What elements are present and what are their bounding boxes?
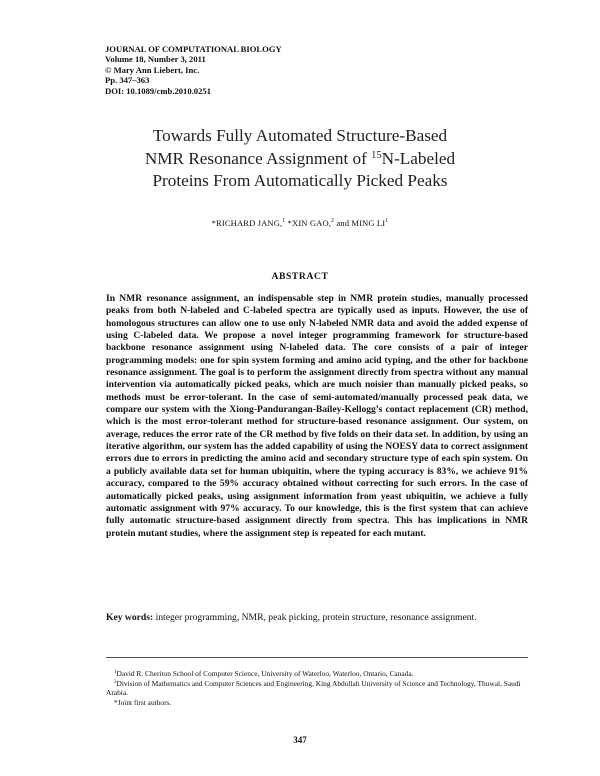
author-2: *XIN GAO, [287,218,332,228]
footnote-2-text: Division of Mathematics and Computer Sciences and Engineering, King Abdullah University of Science and Technology, Thuwal, Saudi Arabia. [106,678,521,698]
title-line-3: Proteins From Automatically Picked Peaks [152,171,448,190]
footnotes [106,669,528,708]
keywords-text: integer programming, NMR, peak picking, protein structure, resonance assignment. [153,612,477,623]
footnote-1 [106,669,528,679]
journal-name: JOURNAL OF COMPUTATIONAL BIOLOGY [105,44,282,54]
keywords [106,612,528,624]
title-isotope-superscript: 15 [371,149,382,161]
author-3-affiliation: 1 [385,218,389,224]
title-line-2 [60,148,540,171]
author-3: MING LI [351,218,386,228]
footnote-1-mark: 1 [114,670,117,675]
title-line-2-pre: NMR Resonance Assignment of [144,148,372,168]
author-2-affiliation: 2 [331,218,335,224]
page-number: 347 [293,735,307,745]
footnote-1-text: David R. Cheriton School of Computer Science, University of Waterloo, Waterloo, Ontario, Canada. [116,669,414,678]
journal-doi: DOI: 10.1089/cmb.2010.0251 [105,85,211,96]
author-list [60,218,540,228]
footnote-2 [106,679,528,698]
journal-volume: Volume 18, Number 3, 2011 [105,54,206,65]
journal-header [105,44,282,96]
title-line-2-post: N-Labeled [381,148,456,168]
author-1-affiliation: 1 [282,218,286,224]
journal-copyright: © Mary Ann Liebert, Inc. [105,64,200,75]
title-line-1: Towards Fully Automated Structure-Based [152,126,448,145]
abstract-body: In NMR resonance assignment, an indispensable step in NMR protein studies, manually processed peaks from both N-labeled and C-labeled spectra are typically used as inputs. However, the use of homologous structures can allow one to use only N-labeled NMR data and avoid the added expense of using C-labeled data. We propose a novel integer programming framework for structure-based backbone resonance assignment using N-labeled data. The core consists of a pair of integer programming models: one for spin system forming and amino acid typing, and the other for backbone resonance assignment. The goal is to perform the assignment directly from spectra without any manual intervention via automatically picked peaks, which are much noisier than manually picked peaks, so methods must be error-tolerant. In the case of semi-automated/manually processed peak data, we compare our system with the Xiong-Pandurangan-Bailey-Kellogg’s contact replacement (CR) method, which is the most error-tolerant method for structure-based resonance assignment. Our system, on average, reduces the error rate of the CR method by five folds on their data set. In addition, by using an iterative algorithm, our system has the added capability of using the NOESY data to correct assignment errors due to errors in predicting the amino acid and secondary structure type of each spin system. On a publicly available data set for human ubiquitin, where the typing accuracy is 83%, we achieve 91% accuracy, compared to the 59% accuracy obtained without correcting for such errors. In the case of automatically picked peaks, using assignment information from yeast ubiquitin, we achieve a fully automatic assignment with 97% accuracy. To our knowledge, this is the first system that can achieve fully automatic structure-based assignment directly from spectra. This has implications in NMR protein mutant studies, where the assignment step is repeated for each mutant. [106,293,528,539]
journal-pages: Pp. 347–363 [105,75,150,86]
abstract-heading: ABSTRACT [271,271,329,282]
footnote-2-mark: 2 [114,679,117,685]
footnote-3: *Joint first authors. [114,698,172,708]
keywords-label: Key words: [106,612,154,623]
footnote-divider [106,657,528,658]
paper-title [60,125,540,193]
author-1: *RICHARD JANG, [211,218,283,228]
author-conjunction: and [336,218,350,228]
